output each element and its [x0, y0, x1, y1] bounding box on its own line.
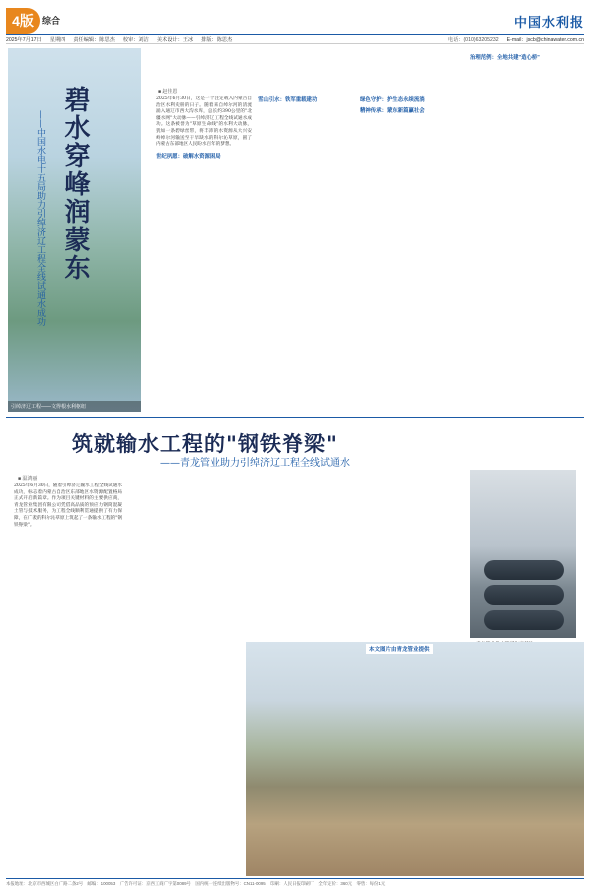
feature-section-heading: 治理范例：全地共建"造心桥" [470, 55, 540, 61]
feature-section-heading: 绿色守护：护生态永续流淌 [360, 97, 425, 103]
article2-column-1 [14, 483, 122, 873]
feature-column-2 [258, 92, 354, 408]
page-header [6, 8, 584, 34]
feature-subtitle: ——中国水电十五局助力引绰济辽工程全线试通水成功 [35, 110, 45, 326]
issue-meta-bar [6, 34, 584, 44]
feature-column-4 [470, 50, 566, 366]
feature-title: 碧水穿峰润蒙东 [60, 86, 90, 282]
pipe-shape [484, 585, 564, 605]
issue-date: 2025年7月17日 [6, 36, 42, 43]
layout-credit: 排版：陈思杰 [201, 36, 233, 43]
page-footer: 本报地址：北京市西城区白广路二条2号 邮编：100053 广告许可证：京西工商广字第0089号 国内统一连续出版物号：CN11-0095 印刷：人民日报印刷厂 全年定价：360元 零售：每份1元 [6, 878, 584, 887]
feature-author: ■ 赵佳恩 [158, 89, 178, 95]
article2-column-4 [356, 483, 464, 639]
feature-section-heading: 世纪夙愿：破解水资源困局 [156, 153, 221, 160]
article2-column-2 [128, 483, 236, 873]
contact-phone: 电话：(010)63205232 [447, 36, 499, 43]
feature-column-3 [360, 92, 456, 408]
article2-title: 筑就输水工程的"钢铁脊梁" [72, 431, 338, 456]
pipe-shape [484, 560, 564, 580]
photo-credit-label: 本文图片由青龙管业提供 [366, 644, 433, 654]
pipe-shape [484, 610, 564, 630]
pipe-factory-photo [470, 470, 576, 638]
newspaper-masthead: 中国水利报 [513, 16, 584, 31]
issue-weekday: 星期四 [49, 36, 66, 43]
reviewer-credit: 校审：刘洁 [122, 36, 149, 43]
feature-body: 2025年6月30日，这是一个注定载入内蒙古自治区水利史册的日子。随着来自绰尔河的清流涌入通辽市西大沟水库，总长约390公里的"北疆水网"大动脉——引绰济辽工程全线试通水成功。这条被誉为"草原生命线"的水利大动脉，犹如一条碧绿丝带，将丰沛的水资源从大兴安岭绰尔河输送至干旱缺水的科尔沁草原，圆了内蒙古东部地区人民盼水百年的梦想。 [156, 96, 252, 148]
editor-credit: 责任编辑：陈思杰 [73, 36, 115, 43]
article2-body: 2025年6月30日，随着引绰济辽输水工程全线试通水成功，标志着内蒙古自治区东部地区水资源配置格局正式开启新篇章。作为项目关键材料的主要供应商，青龙管业集团有限公司凭借高品质的预应力钢筒混凝土管与技术服务，为工程全线顺利贯通提供了有力保障，在广袤的科尔沁草原上筑起了一条输水工程的"钢铁脊梁"。 [14, 483, 122, 528]
article-divider [6, 417, 584, 418]
design-credit: 美术设计：王冰 [156, 36, 194, 43]
article2-column-3 [242, 483, 350, 639]
feature-photo-caption: 引绰济辽工程——文得根水利枢纽 [8, 401, 141, 412]
feature-section-heading: 雪山引水：铁军重载建功 [258, 97, 318, 103]
construction-photo [246, 642, 584, 876]
page-number-badge: 4版 [6, 8, 40, 34]
section-label: 综合 [42, 16, 61, 26]
feature-column-1 [156, 96, 252, 408]
article2-subtitle: ——青龙管业助力引绰济辽工程全线试通水 [160, 458, 350, 469]
article2-author: ■ 温鸿丽 [18, 476, 38, 482]
feature-section-heading: 精神传承：蒙东新篇赢社会 [360, 108, 425, 114]
contact-email: E-mail：jscb@chinawater.com.cn [506, 36, 584, 43]
